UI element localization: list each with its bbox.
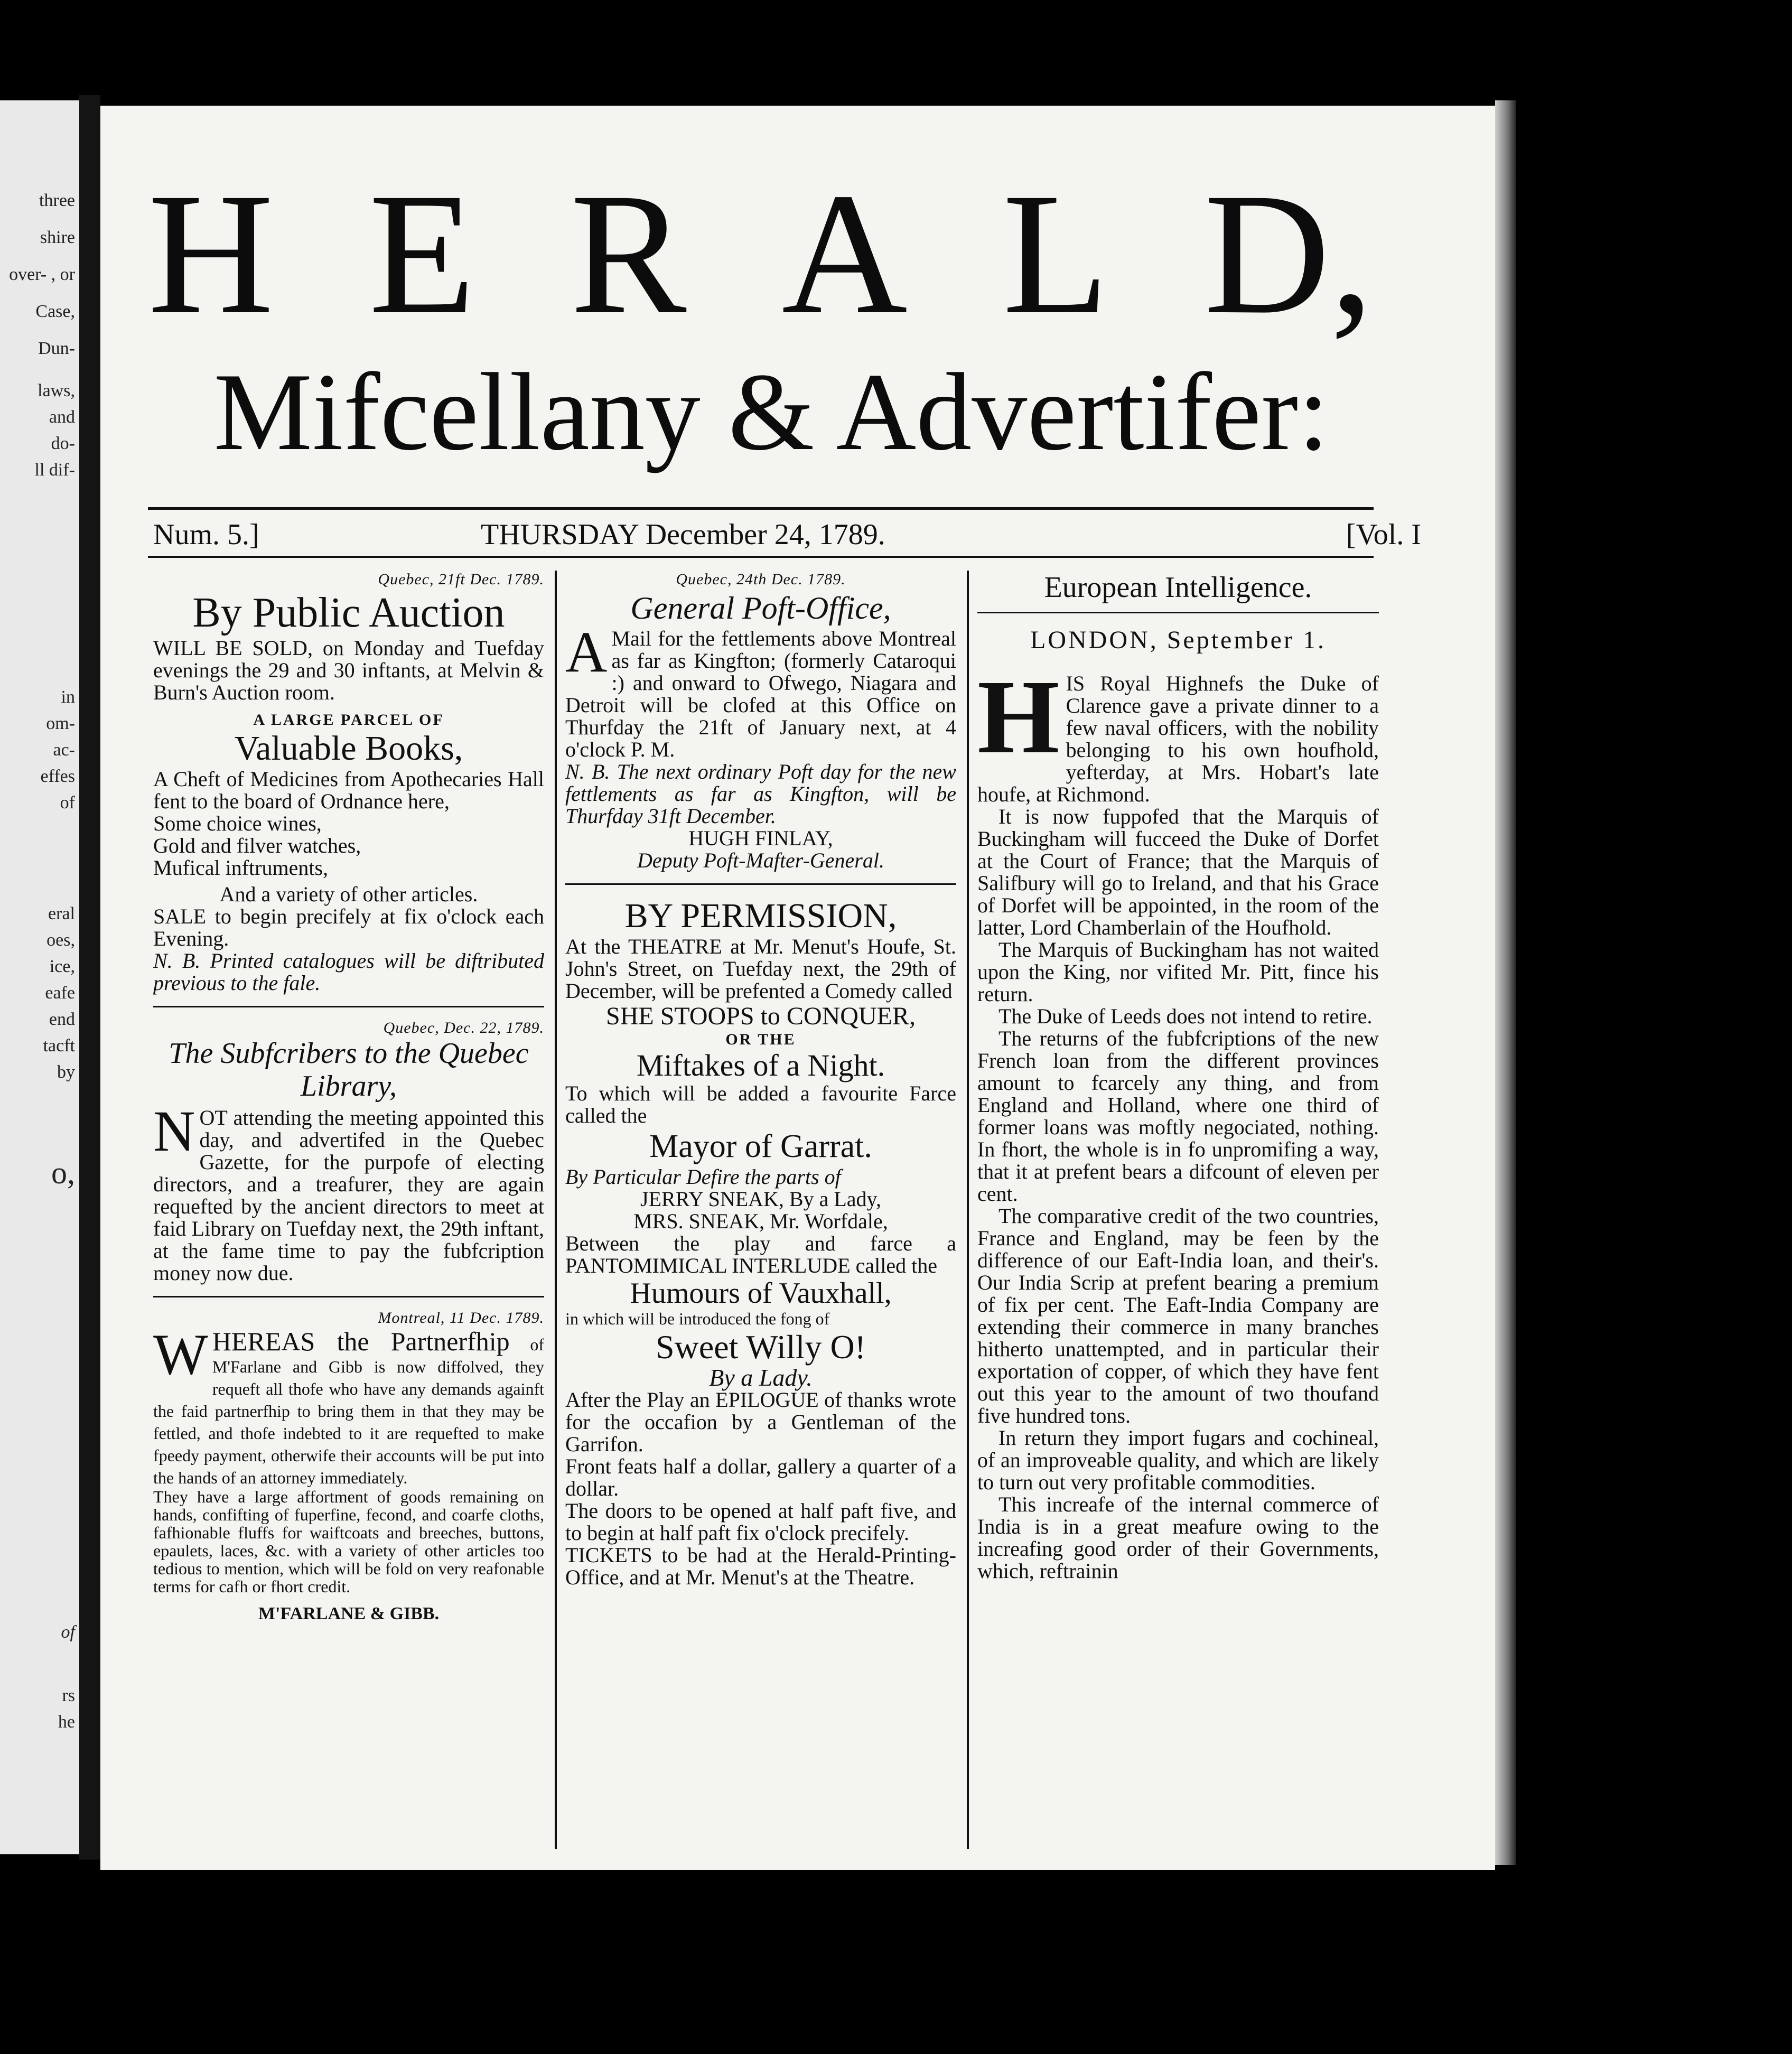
auction-sale-time: SALE to begin precifely at fix o'clock each Evening. <box>153 904 544 950</box>
interlude-intro: Between the play and farce a PANTOMIMICAL INTERLUDE called the <box>565 1231 956 1277</box>
news-paragraph-text: IS Royal Highnefs the Duke of Clarence gave a private dinner to a few naval officers, with the nobility belonging to his own houfhold, yefterday, at Mrs. Hobart's late houfe, at Richmond. <box>977 671 1379 806</box>
fragment-text: tacft <box>43 1036 75 1056</box>
masthead-subtitle: Mifcellany & Advertifer: <box>213 351 1329 473</box>
partnership-lead: HEREAS the Partnerfhip <box>212 1327 510 1356</box>
desire-line: By Particular Defire the parts of <box>565 1165 841 1189</box>
masthead-letter: E <box>369 157 475 350</box>
song-performer: By a Lady. <box>709 1364 813 1391</box>
fragment-text: in <box>61 687 75 707</box>
issue-date: THURSDAY December 24, 1789. <box>481 518 885 551</box>
section-divider <box>977 612 1379 613</box>
drop-cap: W <box>153 1322 208 1387</box>
fragment-text: eafe <box>45 983 75 1003</box>
volume-number: [Vol. I <box>1346 518 1421 551</box>
auction-intro: WILL BE SOLD, on Monday and Tuefday evenings the 29 and 30 inftants, at Melvin & Burn's Auction room. <box>153 636 544 704</box>
interlude-title: Humours of Vauxhall, <box>630 1277 892 1310</box>
library-text: OT attending the meeting appointed this day, and advertifed in the Quebec Gazette, for the purpofe of electing directors, and a treafurer, they are again requefted by the ancient directors to meet at faid Library on Tuefday next, the 29th inftant, at the fame time to pay the fubfcription money now due. <box>153 1106 544 1285</box>
section-divider <box>565 883 956 885</box>
fragment-text: Case, <box>35 302 75 321</box>
fragment-text: laws, <box>38 381 75 400</box>
news-paragraph: In return they import fugars and cochineal, of an improveable quality, and which are likely to turn out very profitable commodities. <box>977 1426 1379 1494</box>
post-signer: HUGH FINLAY, <box>688 826 833 850</box>
fragment-text: om- <box>46 714 75 733</box>
books-heading: Valuable Books, <box>234 729 463 768</box>
section-divider <box>153 1296 544 1297</box>
partnership-signature: M'FARLANE & GIBB. <box>258 1604 440 1623</box>
fragment-text: ll dif- <box>34 460 75 480</box>
fragment-text: shire <box>40 228 75 247</box>
masthead-letter: H <box>148 157 274 350</box>
london-dateline: LONDON, September 1. <box>1030 626 1326 654</box>
partnership-place-date: Montreal, 11 Dec. 1789. <box>378 1309 544 1327</box>
masthead-rule <box>148 507 1374 510</box>
library-notice <box>153 1099 544 1285</box>
page-edge <box>1495 100 1516 1865</box>
column-2 <box>565 571 956 1860</box>
partnership-goods: They have a large affortment of goods remaining on hands, confifting of fuperfine, fecond, and coarfe cloths, fafhionable fluffs for waiftcoats and breeches, buttons, epaulets, laces, &c. with a variety of other articles too tedious to mention, which will be fold on very reafonable terms for cafh or fhort credit. <box>153 1487 544 1596</box>
news-paragraph: The comparative credit of the two countries, France and England, may be feen by the difference of our Eaft-India loan, and their's. Our India Scrip at prefent bearing a premium of fix per cent. The Eaft-India Company are extending their commerce in many branches hitherto unattempted, and in particular their exportation of copper, of which they have fent out this year to the amount of two thoufand five hundred tons. <box>977 1204 1379 1427</box>
post-notice <box>565 620 956 761</box>
masthead-letter: A <box>781 157 908 350</box>
masthead-title <box>148 158 1374 349</box>
song-intro: in which will be introduced the fong of <box>565 1309 830 1328</box>
news-paragraph: The Marquis of Buckingham has not waited upon the King, nor vifited Mr. Pitt, fince his return. <box>977 938 1379 1006</box>
library-heading: The Subfcribers to the Quebec Library, <box>169 1037 529 1103</box>
ticket-outlets: TICKETS to be had at the Herald-Printing-Office, and at Mr. Menut's at the Theatre. <box>565 1543 956 1589</box>
theatre-heading: BY PERMISSION, <box>624 897 897 935</box>
news-paragraph: The Duke of Leeds does not intend to retire. <box>998 1004 1373 1028</box>
column-rule <box>555 571 557 1849</box>
post-office-heading: General Poft-Office, <box>630 591 891 625</box>
role-line: MRS. SNEAK, Mr. Worfdale, <box>633 1209 888 1233</box>
fragment-text: he <box>58 1712 75 1732</box>
fragment-text: rs <box>62 1686 75 1705</box>
european-intelligence-heading: European Intelligence. <box>1044 571 1312 604</box>
library-place-date: Quebec, Dec. 22, 1789. <box>383 1019 544 1037</box>
auction-variety: And a variety of other articles. <box>219 882 478 906</box>
masthead-letter: D, <box>1204 157 1374 350</box>
farce-title: Mayor of Garrat. <box>649 1128 872 1164</box>
fragment-text: ac- <box>53 740 75 760</box>
issue-dateline <box>153 519 1421 550</box>
fragment-text: ice, <box>49 957 75 976</box>
previous-page-fragment <box>0 100 79 1854</box>
post-text: Mail for the fettlements above Montreal as far as Kingfton; (formerly Cataroqui :) and onward to Ofwego, Niagara and Detroit will be clofed at this Office on Thurfday the 21ft of January next, at 4 o'clock P. M. <box>565 627 956 761</box>
auction-place-date: Quebec, 21ft Dec. 1789. <box>378 571 544 588</box>
news-paragraph: This increafe of the internal commerce of India is in a great meafure owing to the increafing good order of their Governments, which, reftrainin <box>977 1492 1379 1583</box>
dateline-rule <box>148 556 1374 558</box>
column-1 <box>153 571 544 1860</box>
issue-number: Num. 5.] <box>153 518 259 551</box>
fragment-text: over- , or <box>9 265 75 284</box>
fragment-text: and <box>49 407 75 427</box>
fragment-text: by <box>57 1062 75 1082</box>
fragment-text: oes, <box>46 930 75 950</box>
news-paragraph: It is now fuppofed that the Marquis of Buckingham will fucceed the Duke of Dorfet at the Court of France; that the Marquis of Salifbury will go to Ireland, and that his Grace of Dorfet will be appointed, in the room of the latter, Lord Chamberlain of the Houfhold. <box>977 805 1379 939</box>
role-line: JERRY SNEAK, By a Lady, <box>640 1187 881 1211</box>
masthead-letter: R <box>570 157 687 350</box>
column-3 <box>977 571 1379 1860</box>
fragment-text: end <box>49 1010 75 1029</box>
fragment-text: effes <box>40 767 75 786</box>
auction-heading: By Public Auction <box>192 590 505 636</box>
theatre-intro: At the THEATRE at Mr. Menut's Houfe, St. John's Street, on Tuefday next, the 29th of December, will be prefented a Comedy called <box>565 935 956 1003</box>
fragment-text: of <box>60 793 75 813</box>
drop-cap: H <box>977 659 1060 776</box>
book-gutter <box>79 95 100 1860</box>
ticket-prices: Front feats half a dollar, gallery a quarter of a dollar. <box>565 1454 956 1500</box>
news-paragraph: The returns of the fubfcriptions of the new French loan from the different provinces amount to fcarcely any thing, and from England and Holland, where one third of former loans was moftly negociated, nothing. In fhort, the whole is in fo unpromifing a way, that it at prefent bears a difcount of eleven per cent. <box>977 1026 1379 1206</box>
or-the-label: OR THE <box>725 1031 796 1048</box>
farce-intro: To which will be added a favourite Farce called the <box>565 1081 956 1127</box>
fragment-text: do- <box>51 434 75 453</box>
drop-cap: N <box>153 1099 195 1163</box>
fragment-text: Dun- <box>38 339 75 358</box>
fragment-text: o, <box>51 1155 75 1190</box>
post-note: N. B. The next ordinary Poft day for the new fettlements as far as Kingfton, will be Thurfday 31ft December. <box>565 760 956 828</box>
news-paragraph <box>977 659 1379 806</box>
masthead-letter: L <box>1002 157 1109 350</box>
epilogue-note: After the Play an EPILOGUE of thanks wrote for the occafion by a Gentleman of the Garrifon. <box>565 1388 956 1456</box>
fragment-text: of <box>61 1622 75 1642</box>
drop-cap: A <box>565 620 608 684</box>
partnership-notice <box>153 1322 544 1488</box>
partnership-text: of M'Farlane and Gibb is now diffolved, they requeft all thofe who have any demands againft the faid partnerfhip to bring them in that they may be fettled, and thofe indebted to it are requefted to make fpeedy payment, otherwife their accounts will be put into the hands of an attorney immediately. <box>153 1335 544 1487</box>
auction-item: A Cheft of Medicines from Apothecaries Hall fent to the board of Ordnance here, <box>153 767 544 813</box>
section-divider <box>153 1006 544 1007</box>
song-title: Sweet Willy O! <box>656 1328 866 1366</box>
newspaper-page <box>100 106 1495 1870</box>
fragment-text: eral <box>48 904 75 923</box>
door-times: The doors to be opened at half paft five, and to begin at half paft fix o'clock precifely. <box>565 1499 956 1545</box>
auction-item: Mufical inftruments, <box>153 856 329 880</box>
fragment-text: three <box>39 191 75 210</box>
play-title: SHE STOOPS to CONQUER, <box>606 1002 916 1030</box>
auction-item: Gold and filver watches, <box>153 834 361 857</box>
column-rule <box>967 571 969 1849</box>
auction-item: Some choice wines, <box>153 811 322 835</box>
post-place-date: Quebec, 24th Dec. 1789. <box>676 571 846 588</box>
parcel-label: A LARGE PARCEL OF <box>253 711 444 729</box>
post-signer-title: Deputy Poft-Mafter-General. <box>637 848 884 872</box>
auction-note: N. B. Printed catalogues will be diftributed previous to the fale. <box>153 949 544 995</box>
play-subtitle: Miftakes of a Night. <box>636 1048 885 1082</box>
